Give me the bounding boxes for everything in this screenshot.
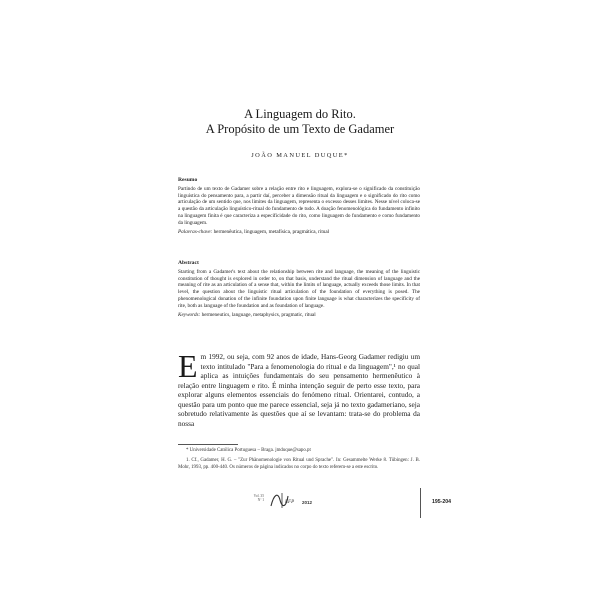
journal-issue: Nº 1 [257,498,264,503]
abstract-keywords-label: Keywords: [178,312,201,319]
footnote-1: 1. Cf., Gadamer, H. G. – "Zur Phänomenologie von Ritual und Sprache". In: Gesammelte Werke 8. Tübingen: J. B. Mohr, 1993, pp. 400-440. Os números de página indicados no corpo do texto referem-se a este escrito. [178,458,420,470]
author-name: JOÃO MANUEL DUQUE* [251,152,349,159]
resumo-section [178,177,420,236]
abstract-section [178,260,420,319]
footer-divider [420,488,421,518]
abstract-text: Starting from a Gadamer's text about the relationship between rite and language, the meaning of the linguistic constitution of thought is explored in order to, on that basis, understand the ritual dimension of language and the meaning of rite as an articulation of a sense that, within the limits of language, actually exceeds those limits. In that level, the question about the linguistic ritual articulation of the foundation of everything is posed. The phenomenological donation of the infinite foundation upon finite language is what characterizes the specificity of rite, both as language of the foundation and as foundation of language. [178,269,420,309]
abstract-keywords [178,312,420,319]
journal-volume-info [244,494,264,503]
resumo-keywords [178,229,420,236]
article-title [150,107,450,137]
resumo-heading: Resumo [178,177,198,183]
journal-year: 2012 [302,500,313,505]
drop-cap: E [178,348,198,384]
footnote-affiliation: * Universidade Católica Portuguesa – Braga. jmduque@sapo.pt [186,448,311,453]
title-line-1: A Linguagem do Rito. [244,107,356,121]
abstract-heading: Abstract [178,260,199,266]
body-text: m 1992, ou seja, com 92 anos de idade, Hans-Georg Gadamer redigiu um texto intitulado "Para a fenomenologia do ritual e da linguagem",¹ no qual aplica as intuições fundamentais do seu pensamento hermenêutico à relação entre linguagem e rito. É minha intenção seguir de perto esse texto, para explorar alguns elementos essenciais do fenómeno ritual. Orientarei, contudo, a questão para um ponto que me parece essencial, seja já no texto gadameriano, seja sobretudo relativamente às questões que aí se levantam: trata-se do problema da nossa [178,352,420,428]
footnotes [178,448,420,475]
footnote-divider [178,444,238,445]
svg-text:EFP: EFP [285,500,295,505]
title-line-2: A Propósito de um Texto de Gadamer [205,122,395,136]
abstract-keywords-list: hermeneutics, language, metaphysics, pragmatic, ritual [201,312,316,319]
journal-logo-icon [268,490,296,510]
resumo-keywords-list: hermenêutica, linguagem, metafísica, pragmática, ritual [213,229,330,236]
journal-volume: Vol. 35 [253,494,264,498]
resumo-keywords-label: Palavras-chave: [178,229,213,236]
resumo-text: Partindo de um texto de Gadamer sobre a relação entre rito e linguagem, explora-se o significado da constituição linguística do pensamento para, a partir daí, perceber a dimensão ritual da linguagem e o significado do rito como articulação de um sentido que, nos limites da linguagem, representa o excesso desses limites. Nesse nível coloca-se a questão da articulação linguístico-ritual do fundamento de tudo. A doação fenomenológica do fundamento infinito na linguagem finita é que caracteriza a especificidade do rito, como linguagem do fundamento e como fundamento da linguagem. [178,186,420,226]
body-paragraph [178,348,420,428]
page-range: 195-204 [432,499,452,505]
